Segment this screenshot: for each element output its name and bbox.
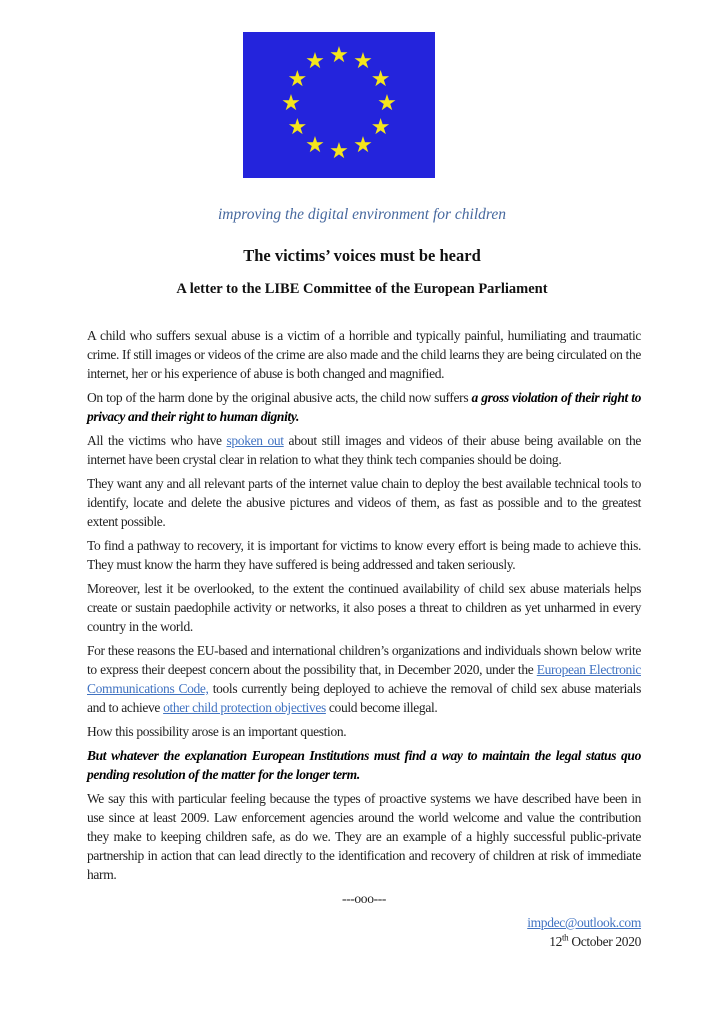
separator: ---ooo--- (341, 891, 387, 906)
spoken-out-link[interactable]: spoken out (226, 433, 284, 448)
paragraph-1 (87, 326, 641, 383)
date-rest: October 2020 (568, 934, 641, 949)
eu-star-icon: ★ (377, 91, 397, 117)
eu-star-icon: ★ (353, 132, 373, 158)
communications-code-link[interactable]: European Electronic Communications Code, (87, 662, 641, 696)
paragraph-5 (87, 536, 641, 574)
eu-star-icon: ★ (329, 139, 349, 165)
paragraph-6-text: Moreover, lest it be overlooked, to the extent the continued availability of child sex abuse materials helps create or sustain paedophile activity or networks, it also poses a threat to children as yet unharmed in every country in the world. (87, 581, 641, 634)
paragraph-3 (87, 431, 641, 469)
date-ordinal: th (562, 932, 569, 943)
paragraph-7 (87, 641, 641, 717)
paragraph-4 (87, 474, 641, 531)
eu-star-icon: ★ (329, 43, 349, 69)
eu-star-icon: ★ (287, 67, 308, 93)
eu-flag (243, 32, 435, 178)
paragraph-2 (87, 388, 641, 426)
paragraph-10 (87, 789, 641, 884)
child-protection-objectives-link[interactable]: other child protection objectives (163, 700, 326, 715)
date-day: 12 (549, 934, 562, 949)
eu-star-icon: ★ (281, 91, 301, 117)
paragraph-3-text: All the victims who have (87, 433, 227, 448)
eu-star-icon: ★ (305, 49, 325, 75)
paragraph-2-text: On top of the harm done by the original abusive acts, the child now suffers (87, 390, 472, 405)
eu-star-icon: ★ (370, 67, 391, 93)
paragraph-4-text: They want any and all relevant parts of the internet value chain to deploy the best available technical tools to identify, locate and delete the abusive pictures and videos of them, as fast as possible and to the greatest extent possible. (87, 476, 641, 529)
paragraph-6 (87, 579, 641, 636)
paragraph-2-emphasis: a gross violation of their right to privacy and their right to human dignity. (87, 390, 641, 424)
signature-block (87, 913, 641, 951)
paragraph-9 (87, 746, 641, 784)
paragraph-1-text: A child who suffers sexual abuse is a victim of a horrible and typically painful, humiliating and traumatic crime. If still images or videos of the crime are also made and the child learns they are being circulated on the internet, her or his experience of abuse is both changed and magnified. (87, 328, 641, 381)
paragraph-10-text: We say this with particular feeling because the types of proactive systems we have described have been in use since at least 2009. Law enforcement agencies around the world welcome and value the contribution they make to keeping children safe, as do we. They are an example of a highly successful public-private partnership in action that can lead directly to the identification and recovery of children at risk of immediate harm. (87, 791, 641, 882)
eu-star-icon: ★ (305, 132, 325, 158)
eu-star-icon: ★ (370, 115, 391, 141)
eu-star-icon: ★ (287, 115, 308, 141)
letter-date (549, 934, 641, 949)
email-link[interactable]: impdec@outlook.com (527, 915, 641, 930)
tagline: improving the digital environment for children (218, 206, 506, 223)
paragraph-3-text-after: about still images and videos of their abuse being available on the internet have been crystal clear in relation to what they think tech companies should be doing. (87, 433, 641, 467)
paragraph-7-text: For these reasons the EU-based and international children’s organizations and individuals shown below write to express their deepest concern about the possibility that, in December 2020, under the (87, 643, 641, 677)
paragraph-7-text-after: could become illegal. (325, 700, 438, 715)
letter-body (87, 326, 641, 956)
page-title: The victims’ voices must be heard (243, 246, 481, 265)
paragraph-9-emphasis: But whatever the explanation European Institutions must find a way to maintain the legal status quo pending resolution of the matter for the longer term. (87, 748, 641, 782)
page-subtitle: A letter to the LIBE Committee of the European Parliament (176, 281, 548, 297)
paragraph-8 (87, 722, 641, 741)
eu-star-icon: ★ (353, 49, 373, 75)
paragraph-7-text-mid: tools currently being deployed to achieve the removal of child sex abuse materials and to achieve (87, 681, 641, 715)
paragraph-8-text: How this possibility arose is an important question. (87, 724, 347, 739)
paragraph-5-text: To find a pathway to recovery, it is important for victims to know every effort is being made to achieve this. They must know the harm they have suffered is being addressed and taken seriously. (87, 538, 641, 572)
